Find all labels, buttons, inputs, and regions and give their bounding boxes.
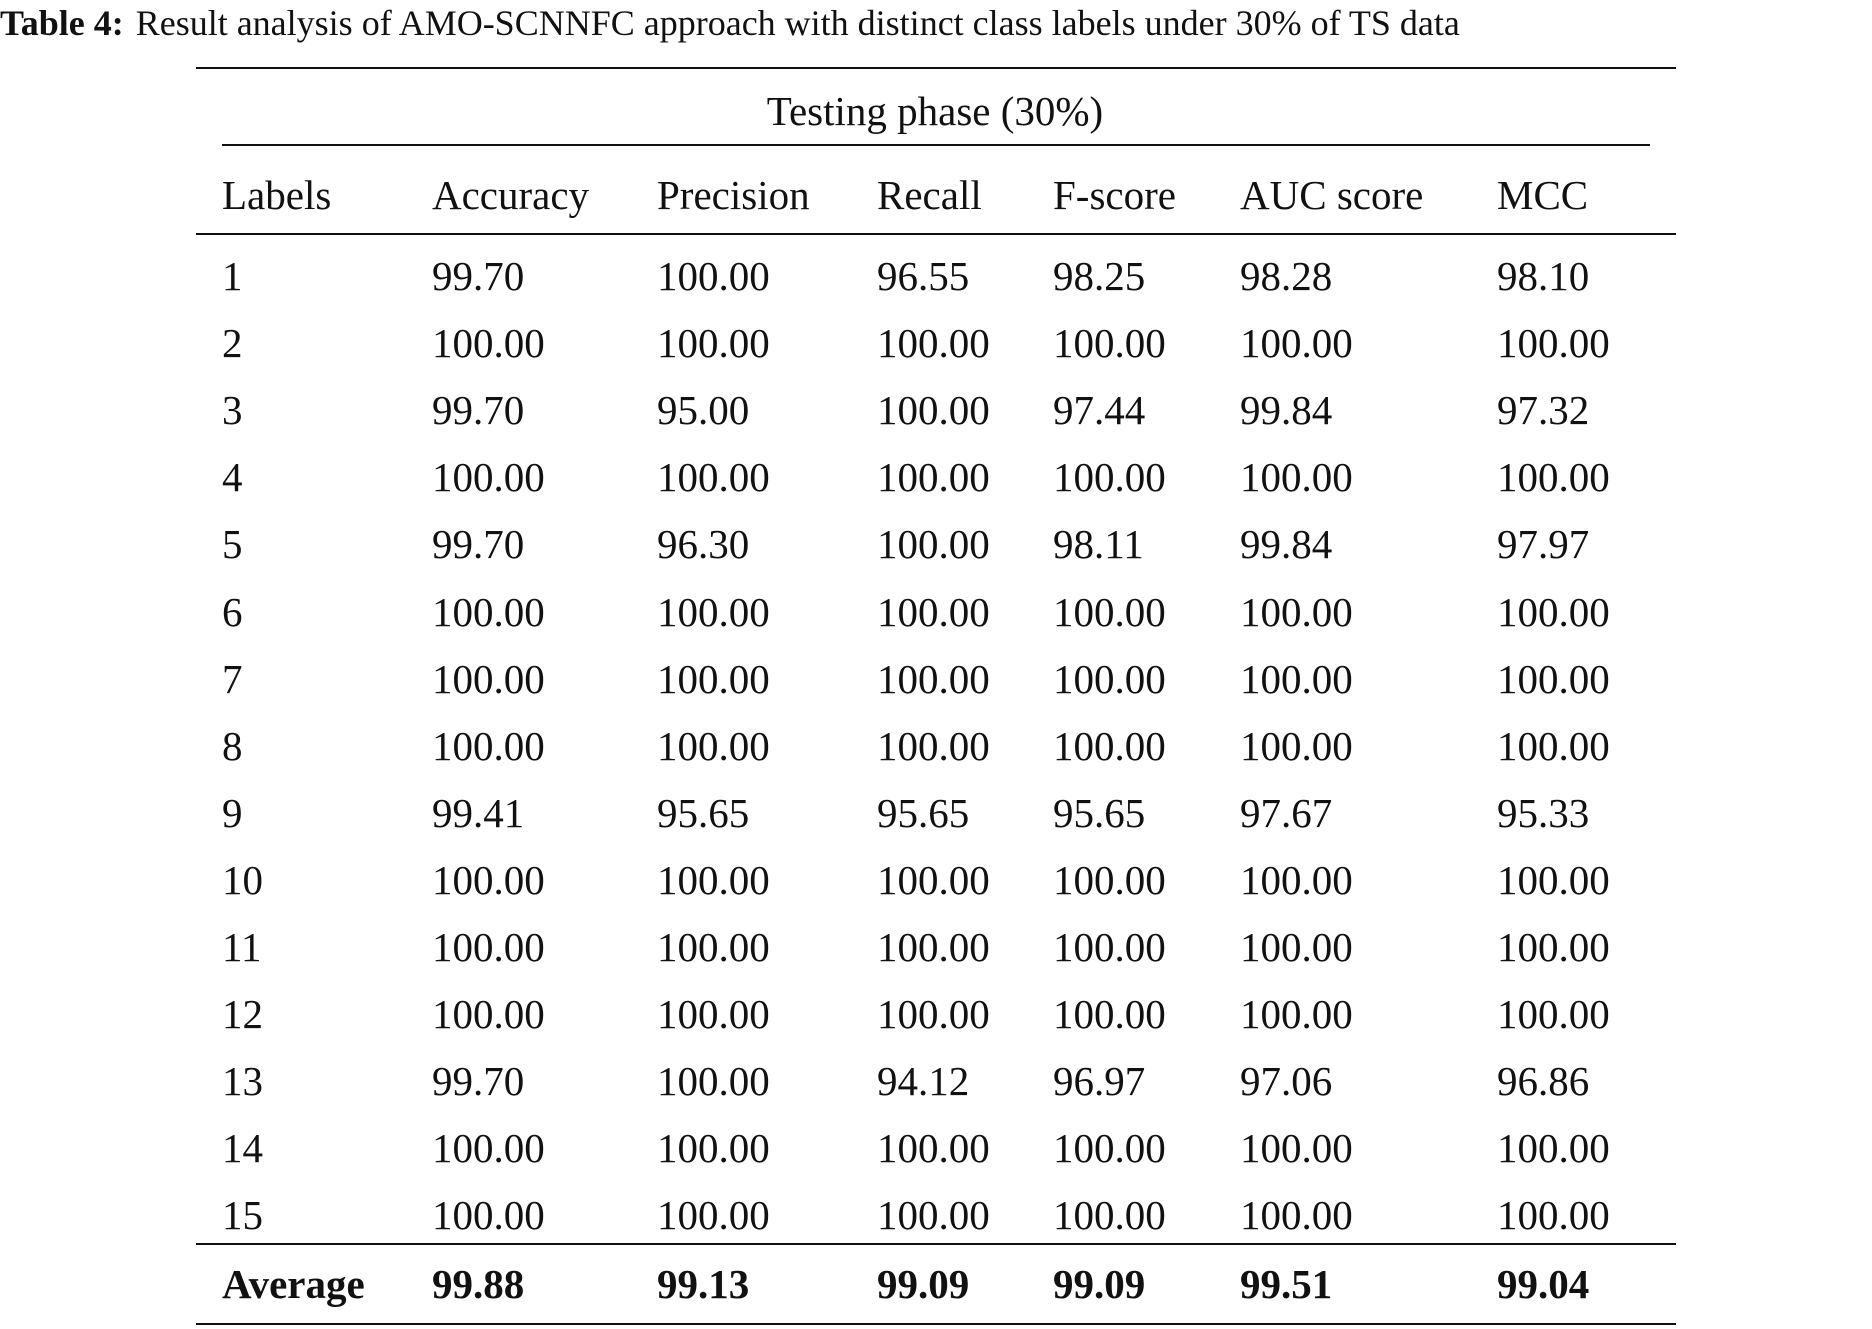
table-cell: 100.00 <box>432 723 545 769</box>
table-cell: 100.00 <box>1053 1125 1166 1171</box>
table-caption <box>0 0 1872 46</box>
table-cell: 100.00 <box>432 924 545 970</box>
table-cell: 99.04 <box>1497 1261 1590 1307</box>
table-cell: 100.00 <box>432 991 545 1037</box>
table-cell: 100.00 <box>1240 857 1353 903</box>
table-cell: 99.09 <box>877 1261 970 1307</box>
table-row <box>0 784 1872 842</box>
table-bottom-rule <box>196 1323 1676 1325</box>
table-cell: 100.00 <box>432 1192 545 1238</box>
caption-label: Table 4: <box>0 3 124 43</box>
table-cell: 100.00 <box>1497 1192 1610 1238</box>
table-cell: 100.00 <box>1497 656 1610 702</box>
table-cell: 95.65 <box>1053 790 1146 836</box>
table-cell: 100.00 <box>657 320 770 366</box>
row-label: 11 <box>222 924 262 970</box>
table-cell: 100.00 <box>1053 991 1166 1037</box>
table-cell: 99.09 <box>1053 1261 1146 1307</box>
table-cell: 95.65 <box>657 790 750 836</box>
row-label: 9 <box>222 790 243 836</box>
row-label: 12 <box>222 991 263 1037</box>
average-row <box>0 1255 1872 1313</box>
table-cell: 100.00 <box>1240 454 1353 500</box>
table-cell: 100.00 <box>1240 991 1353 1037</box>
table-top-rule <box>196 67 1676 69</box>
row-label: 7 <box>222 656 243 702</box>
table-cell: 96.30 <box>657 521 750 567</box>
table-cell: 98.25 <box>1053 253 1146 299</box>
table-cell: 100.00 <box>432 320 545 366</box>
table-cell: 100.00 <box>877 1125 990 1171</box>
table-row <box>0 314 1872 372</box>
table-cell: 100.00 <box>1240 1125 1353 1171</box>
column-header: Recall <box>877 172 982 218</box>
table-cell: 99.88 <box>432 1261 525 1307</box>
table-cell: 97.06 <box>1240 1058 1333 1104</box>
header-rule <box>196 233 1676 235</box>
table-cell: 97.97 <box>1497 521 1590 567</box>
table-cell: 100.00 <box>657 1125 770 1171</box>
table-row <box>0 1186 1872 1244</box>
table-cell: 100.00 <box>657 991 770 1037</box>
table-cell: 100.00 <box>432 1125 545 1171</box>
column-header: Labels <box>222 172 332 218</box>
table-row <box>0 717 1872 775</box>
average-rule <box>196 1243 1676 1245</box>
table-row <box>0 381 1872 439</box>
table-cell: 100.00 <box>1053 857 1166 903</box>
table-cell: 94.12 <box>877 1058 970 1104</box>
row-label: 3 <box>222 387 243 433</box>
table-row <box>0 851 1872 909</box>
column-header-row <box>0 166 1872 224</box>
table-cell: 100.00 <box>877 589 990 635</box>
table-cell: 99.13 <box>657 1261 750 1307</box>
table-row <box>0 583 1872 641</box>
table-cell: 100.00 <box>657 253 770 299</box>
table-cell: 100.00 <box>1240 924 1353 970</box>
table-row <box>0 918 1872 976</box>
table-cell: 100.00 <box>1497 723 1610 769</box>
table-cell: 100.00 <box>1053 924 1166 970</box>
table-cell: 96.55 <box>877 253 970 299</box>
row-label: 8 <box>222 723 243 769</box>
table-cell: 100.00 <box>657 454 770 500</box>
table-cell: 99.70 <box>432 521 525 567</box>
table-cell: 100.00 <box>657 1192 770 1238</box>
table-cell: 95.65 <box>877 790 970 836</box>
group-header: Testing phase (30%) <box>766 88 1104 134</box>
table-cell: 100.00 <box>1240 656 1353 702</box>
table-cell: 95.00 <box>657 387 750 433</box>
table-cell: 100.00 <box>877 723 990 769</box>
table-cell: 100.00 <box>1240 320 1353 366</box>
row-label: 2 <box>222 320 243 366</box>
table-row <box>0 1052 1872 1110</box>
table-cell: 99.70 <box>432 387 525 433</box>
table-cell: 100.00 <box>1497 320 1610 366</box>
table-cell: 97.67 <box>1240 790 1333 836</box>
table-row <box>0 650 1872 708</box>
table-cell: 100.00 <box>432 589 545 635</box>
table-cell: 100.00 <box>657 857 770 903</box>
table-cell: 97.44 <box>1053 387 1146 433</box>
table-cell: 100.00 <box>1053 723 1166 769</box>
group-header-rule <box>222 144 1650 146</box>
row-label: 15 <box>222 1192 263 1238</box>
table-cell: 100.00 <box>1240 1192 1353 1238</box>
table-row <box>0 1119 1872 1177</box>
table-cell: 100.00 <box>432 857 545 903</box>
table-cell: 100.00 <box>877 521 990 567</box>
table-cell: 100.00 <box>1053 656 1166 702</box>
table-cell: 100.00 <box>657 1058 770 1104</box>
table-cell: 97.32 <box>1497 387 1590 433</box>
column-header: Precision <box>657 172 810 218</box>
table-cell: 96.86 <box>1497 1058 1590 1104</box>
table-row <box>0 247 1872 305</box>
column-header: AUC score <box>1240 172 1424 218</box>
caption-text: Result analysis of AMO-SCNNFC approach with distinct class labels under 30% of TS data <box>135 3 1460 43</box>
table-cell: 99.70 <box>432 253 525 299</box>
table-cell: 98.28 <box>1240 253 1333 299</box>
table-cell: 99.84 <box>1240 387 1333 433</box>
table-cell: 100.00 <box>877 387 990 433</box>
table-row <box>0 448 1872 506</box>
table-cell: 98.10 <box>1497 253 1590 299</box>
table-cell: 99.70 <box>432 1058 525 1104</box>
table-cell: 98.11 <box>1053 521 1144 567</box>
table-cell: 100.00 <box>1053 454 1166 500</box>
table-cell: 95.33 <box>1497 790 1590 836</box>
table-cell: 100.00 <box>1497 1125 1610 1171</box>
table-cell: 100.00 <box>1497 991 1610 1037</box>
column-header: MCC <box>1497 172 1589 218</box>
table-cell: 100.00 <box>657 723 770 769</box>
table-cell: 99.51 <box>1240 1261 1333 1307</box>
table-cell: 100.00 <box>877 656 990 702</box>
table-cell: 100.00 <box>432 656 545 702</box>
table-cell: 100.00 <box>877 924 990 970</box>
table-cell: 100.00 <box>1053 589 1166 635</box>
row-label: 1 <box>222 253 243 299</box>
row-label: 10 <box>222 857 263 903</box>
table-cell: 100.00 <box>1497 454 1610 500</box>
row-label: 6 <box>222 589 243 635</box>
table-cell: 100.00 <box>1497 589 1610 635</box>
row-label: 14 <box>222 1125 263 1171</box>
table-cell: 99.41 <box>432 790 525 836</box>
table-cell: 100.00 <box>657 924 770 970</box>
table-cell: 100.00 <box>1240 589 1353 635</box>
row-label: 4 <box>222 454 243 500</box>
table-cell: 100.00 <box>1497 924 1610 970</box>
table-row <box>0 985 1872 1043</box>
average-label: Average <box>222 1261 365 1307</box>
table-cell: 100.00 <box>877 320 990 366</box>
column-header: Accuracy <box>432 172 590 218</box>
table-cell: 100.00 <box>877 991 990 1037</box>
table-cell: 96.97 <box>1053 1058 1146 1104</box>
table-cell: 100.00 <box>1240 723 1353 769</box>
table-cell: 100.00 <box>1497 857 1610 903</box>
table-row <box>0 515 1872 573</box>
table-cell: 100.00 <box>877 857 990 903</box>
table-cell: 100.00 <box>432 454 545 500</box>
table-cell: 100.00 <box>877 454 990 500</box>
table-cell: 99.84 <box>1240 521 1333 567</box>
row-label: 13 <box>222 1058 263 1104</box>
table-cell: 100.00 <box>657 656 770 702</box>
row-label: 5 <box>222 521 243 567</box>
column-header: F-score <box>1053 172 1176 218</box>
table-cell: 100.00 <box>877 1192 990 1238</box>
table-cell: 100.00 <box>1053 1192 1166 1238</box>
table-cell: 100.00 <box>657 589 770 635</box>
table-cell: 100.00 <box>1053 320 1166 366</box>
